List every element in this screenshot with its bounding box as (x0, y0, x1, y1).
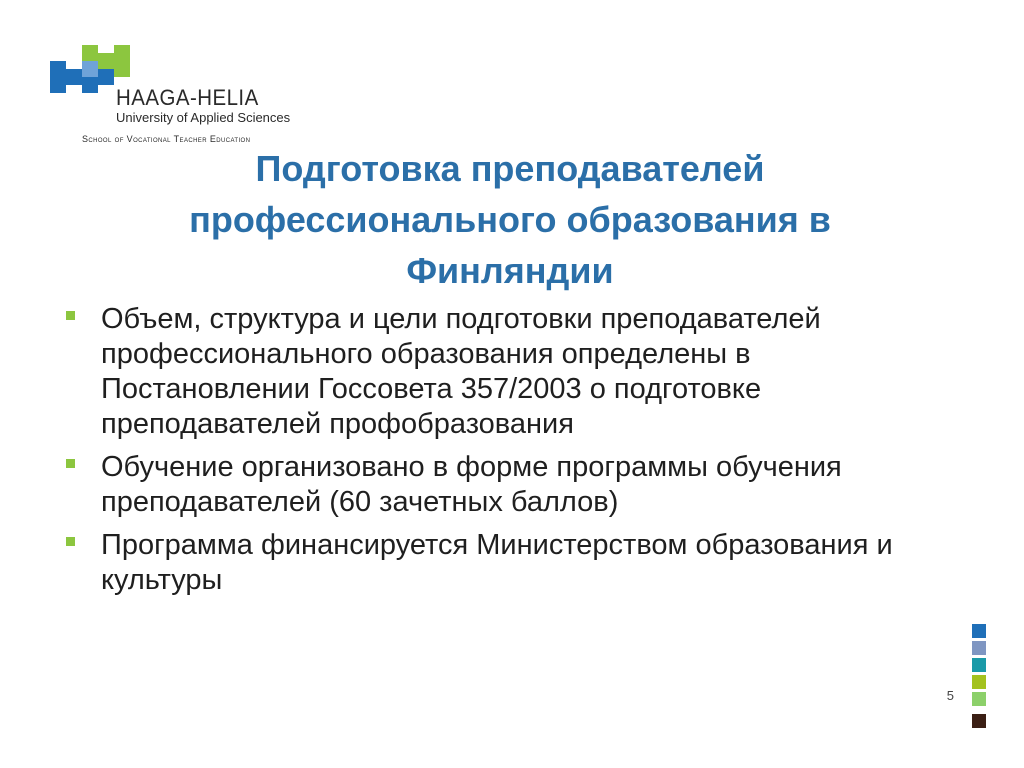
haaga-helia-logo (48, 43, 308, 153)
bullet-text: Программа финансируется Министерством образования и культуры (101, 529, 893, 596)
page-number: 5 (946, 688, 954, 703)
bullet-item (62, 450, 962, 520)
logo-square (50, 77, 66, 93)
strip-square (972, 658, 986, 672)
strip-square (972, 624, 986, 638)
logo-square (98, 69, 114, 85)
bullet-square-icon (66, 537, 75, 546)
bullet-list (62, 302, 962, 606)
title-line-1: Подготовка преподавателей (255, 148, 765, 189)
bullet-square-icon (66, 459, 75, 468)
bullet-item (62, 302, 962, 442)
logo-university: University of Applied Sciences (116, 110, 291, 125)
logo-square (50, 61, 66, 77)
title-line-2: профессионального образования в (189, 199, 831, 240)
bullet-item (62, 528, 962, 598)
strip-square (972, 714, 986, 728)
bullet-square-icon (66, 311, 75, 320)
bullet-text: Объем, структура и цели подготовки преподавателей профессионального образования определены в Постановлении Госсовета 357/2003 о подготовке преподавателей профобразования (101, 303, 821, 440)
strip-square (972, 641, 986, 655)
bullet-text: Обучение организовано в форме программы обучения преподавателей (60 зачетных баллов) (101, 451, 842, 518)
decorative-color-strip (972, 624, 988, 728)
logo-square (82, 77, 98, 93)
logo-square (66, 69, 82, 85)
strip-square (972, 675, 986, 689)
logo-square (82, 45, 98, 61)
title-line-3: Финляндии (406, 250, 614, 291)
logo-name: HAAGA-HELIA (116, 85, 259, 110)
logo-square (98, 53, 114, 69)
logo-square (114, 61, 130, 77)
strip-square (972, 692, 986, 706)
logo-square (82, 61, 98, 77)
logo-school: School of Vocational Teacher Education (82, 134, 251, 144)
slide-title (110, 143, 910, 296)
logo-square (114, 45, 130, 61)
